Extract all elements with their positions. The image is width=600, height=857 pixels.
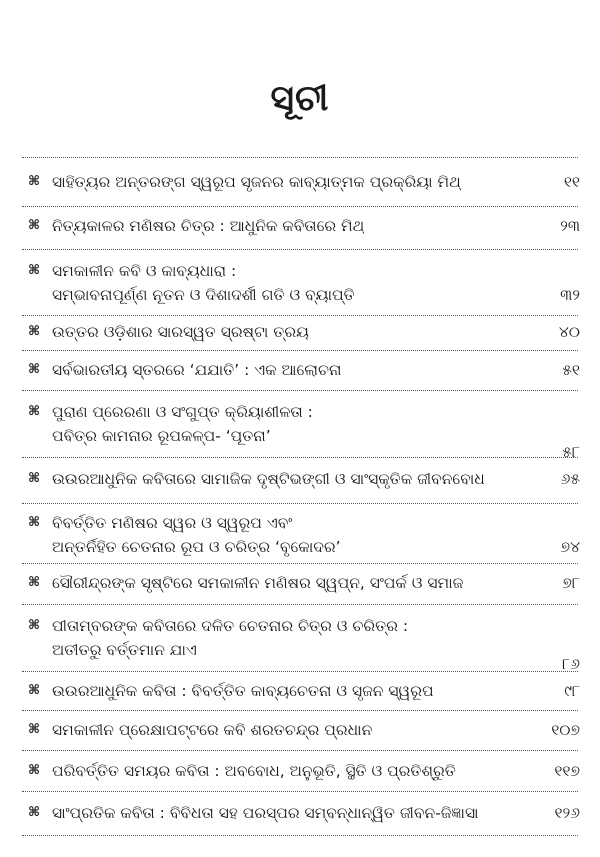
bullet-icon: ⌘ <box>27 362 41 377</box>
bullet-icon: ⌘ <box>27 263 41 278</box>
toc-entry <box>26 467 582 491</box>
toc-entry <box>26 358 582 382</box>
bullet-icon: ⌘ <box>27 805 41 820</box>
entry-title: ଉଉରଆଧୁନିକ କବିତାରେ ସାମାଜିକ ଦୃଷ୍ଟିଭଙ୍ଗୀ ଓ ସାଂସ୍କୃତିକ ଜୀବନବୋଧ <box>52 470 485 488</box>
divider-9 <box>22 604 578 605</box>
page-number: ୯୮ <box>564 682 580 700</box>
entry-title-continued: ପବିତ୍ର କାମନାର ରୂପକଳ୍ପ- ‘ପୂତନା’ <box>52 427 271 445</box>
toc-entry <box>26 614 582 676</box>
toc-entry <box>26 679 582 703</box>
divider-2 <box>22 249 578 250</box>
entry-title-continued: ସମ୍ଭାବନାପୂର୍ଣ୍ଣ ନୂତନ ଓ ଦିଶାଦର୍ଶୀ ଗତି ଓ ବ୍ୟାପ୍ତି <box>52 286 355 304</box>
divider-3 <box>22 315 578 316</box>
toc-entry <box>26 718 582 742</box>
bullet-icon: ⌘ <box>27 515 41 530</box>
page-number: ୨୩ <box>560 217 580 235</box>
toc-entry <box>26 571 582 595</box>
page-number: ୫୧ <box>562 361 580 379</box>
entry-title: ଉତ୍ତର ଓଡ଼ିଶାର ସାରସ୍ୱତ ସ୍ରଷ୍ଟା ତ୍ରୟ <box>52 323 309 341</box>
entry-title: ସମକାଳୀନ କବି ଓ କାବ୍ୟଧାରା : <box>52 262 237 280</box>
entry-title: ପୁରାଣ ପ୍ରେରଣା ଓ ସଂଗୁପ୍ତ କ୍ରିୟାଶୀଳତା : <box>52 403 313 421</box>
divider-14 <box>22 835 578 836</box>
toc-entry <box>26 320 582 344</box>
entry-title: ଉଉରଆଧୁନିକ କବିତା : ବିବର୍ତ୍ତିତ କାବ୍ୟଚେତନା ଓ ସୃଜନ ସ୍ୱରୂପ <box>52 682 434 700</box>
page-number: ୩୨ <box>560 286 580 304</box>
page-number: ୫୮ <box>562 443 580 461</box>
divider-5 <box>22 390 578 391</box>
entry-title: ନିତ୍ୟକାଳର ମଣିଷର ଚିତ୍ର : ଆଧୁନିକ କବିତାରେ ମିଥ୍ <box>52 217 365 235</box>
entry-title-continued: ଅତୀତରୁ ବର୍ତ୍ତମାନ ଯାଏ <box>52 641 197 659</box>
divider-8 <box>22 563 578 564</box>
entry-title: ସାହିତ୍ୟର ଅନ୍ତରଙ୍ଗ ସ୍ୱରୂପ ସୃଜନର କାବ୍ୟାତ୍ମକ ପ୍ରକ୍ରିୟା ମିଥ୍ <box>52 173 461 191</box>
toc-entry <box>26 400 582 464</box>
page-number: ୧୧୭ <box>554 762 580 780</box>
toc-entry <box>26 170 582 194</box>
bullet-icon: ⌘ <box>27 404 41 419</box>
bullet-icon: ⌘ <box>27 683 41 698</box>
page-title: ସୂଚୀ <box>270 78 330 119</box>
page-number: ୧୨୬ <box>554 804 580 822</box>
divider-11 <box>22 710 578 711</box>
bullet-icon: ⌘ <box>27 324 41 339</box>
bullet-icon: ⌘ <box>27 218 41 233</box>
toc-entry <box>26 259 582 307</box>
entry-title: ସୌରୀନ୍ଦ୍ରଙ୍କ ସୃଷ୍ଟିରେ ସମକାଳୀନ ମଣିଷର ସ୍ୱପ୍ନ, ସଂପର୍କ ଓ ସମାଜ <box>52 574 464 592</box>
divider-7 <box>22 503 578 504</box>
entry-title-continued: ଅନ୍ତର୍ନିହିତ ଚେତନାର ରୂପ ଓ ଚରିତ୍ର ‘ବୃକୋଦର’ <box>52 538 341 556</box>
divider-1 <box>22 206 578 207</box>
page-number: ୭୪ <box>560 538 580 556</box>
bullet-icon: ⌘ <box>27 618 41 633</box>
page-number: ୧୧ <box>563 173 580 191</box>
entry-title: ପରିବର୍ତ୍ତିତ ସମୟର କବିତା : ଅବବୋଧ, ଅନୁଭୂତି, ସ୍ଥିତି ଓ ପ୍ରତିଶ୍ରୁତି <box>52 762 456 780</box>
entry-title: ସମକାଳୀନ ପ୍ରେକ୍ଷାପଟ୍ଟରେ କବି ଶରତଚନ୍ଦ୍ର ପ୍ରଧାନ <box>52 721 373 739</box>
divider-0 <box>22 157 578 158</box>
entry-title: ପୀତାମ୍ବରଙ୍କ କବିତାରେ ଦଳିତ ଚେତନାର ଚିତ୍ର ଓ ଚରିତ୍ର : <box>52 617 409 635</box>
page-number: ୪୦ <box>558 323 580 341</box>
entry-title: ବିବର୍ତ୍ତିତ ମଣିଷର ସ୍ୱର ଓ ସ୍ୱରୂପ ଏବଂ <box>52 514 293 532</box>
page-number: ୮୬ <box>562 655 580 673</box>
bullet-icon: ⌘ <box>27 575 41 590</box>
bullet-icon: ⌘ <box>27 174 41 189</box>
divider-12 <box>22 750 578 751</box>
page-number: ୧୦୭ <box>551 721 580 739</box>
divider-13 <box>22 791 578 792</box>
page-number: ୬୫ <box>560 470 580 488</box>
bullet-icon: ⌘ <box>27 471 41 486</box>
toc-entry <box>26 801 582 825</box>
bullet-icon: ⌘ <box>27 722 41 737</box>
entry-title: ସର୍ବଭାରତୀୟ ସ୍ତରରେ ‘ଯଯାତି’ : ଏକ ଆଲୋଚନା <box>52 361 342 379</box>
toc-entry <box>26 511 582 559</box>
toc-entry <box>26 759 582 783</box>
entry-title: ସାଂପ୍ରତିକ କବିତା : ବିବିଧତା ସହ ପରସ୍ପର ସମ୍ବନ୍ଧାନ୍ୱିତ ଜୀବନ-ଜିଜ୍ଞାସା <box>52 804 479 822</box>
page-number: ୭୮ <box>562 574 580 592</box>
bullet-icon: ⌘ <box>27 763 41 778</box>
toc-entry <box>26 214 582 238</box>
divider-4 <box>22 350 578 351</box>
